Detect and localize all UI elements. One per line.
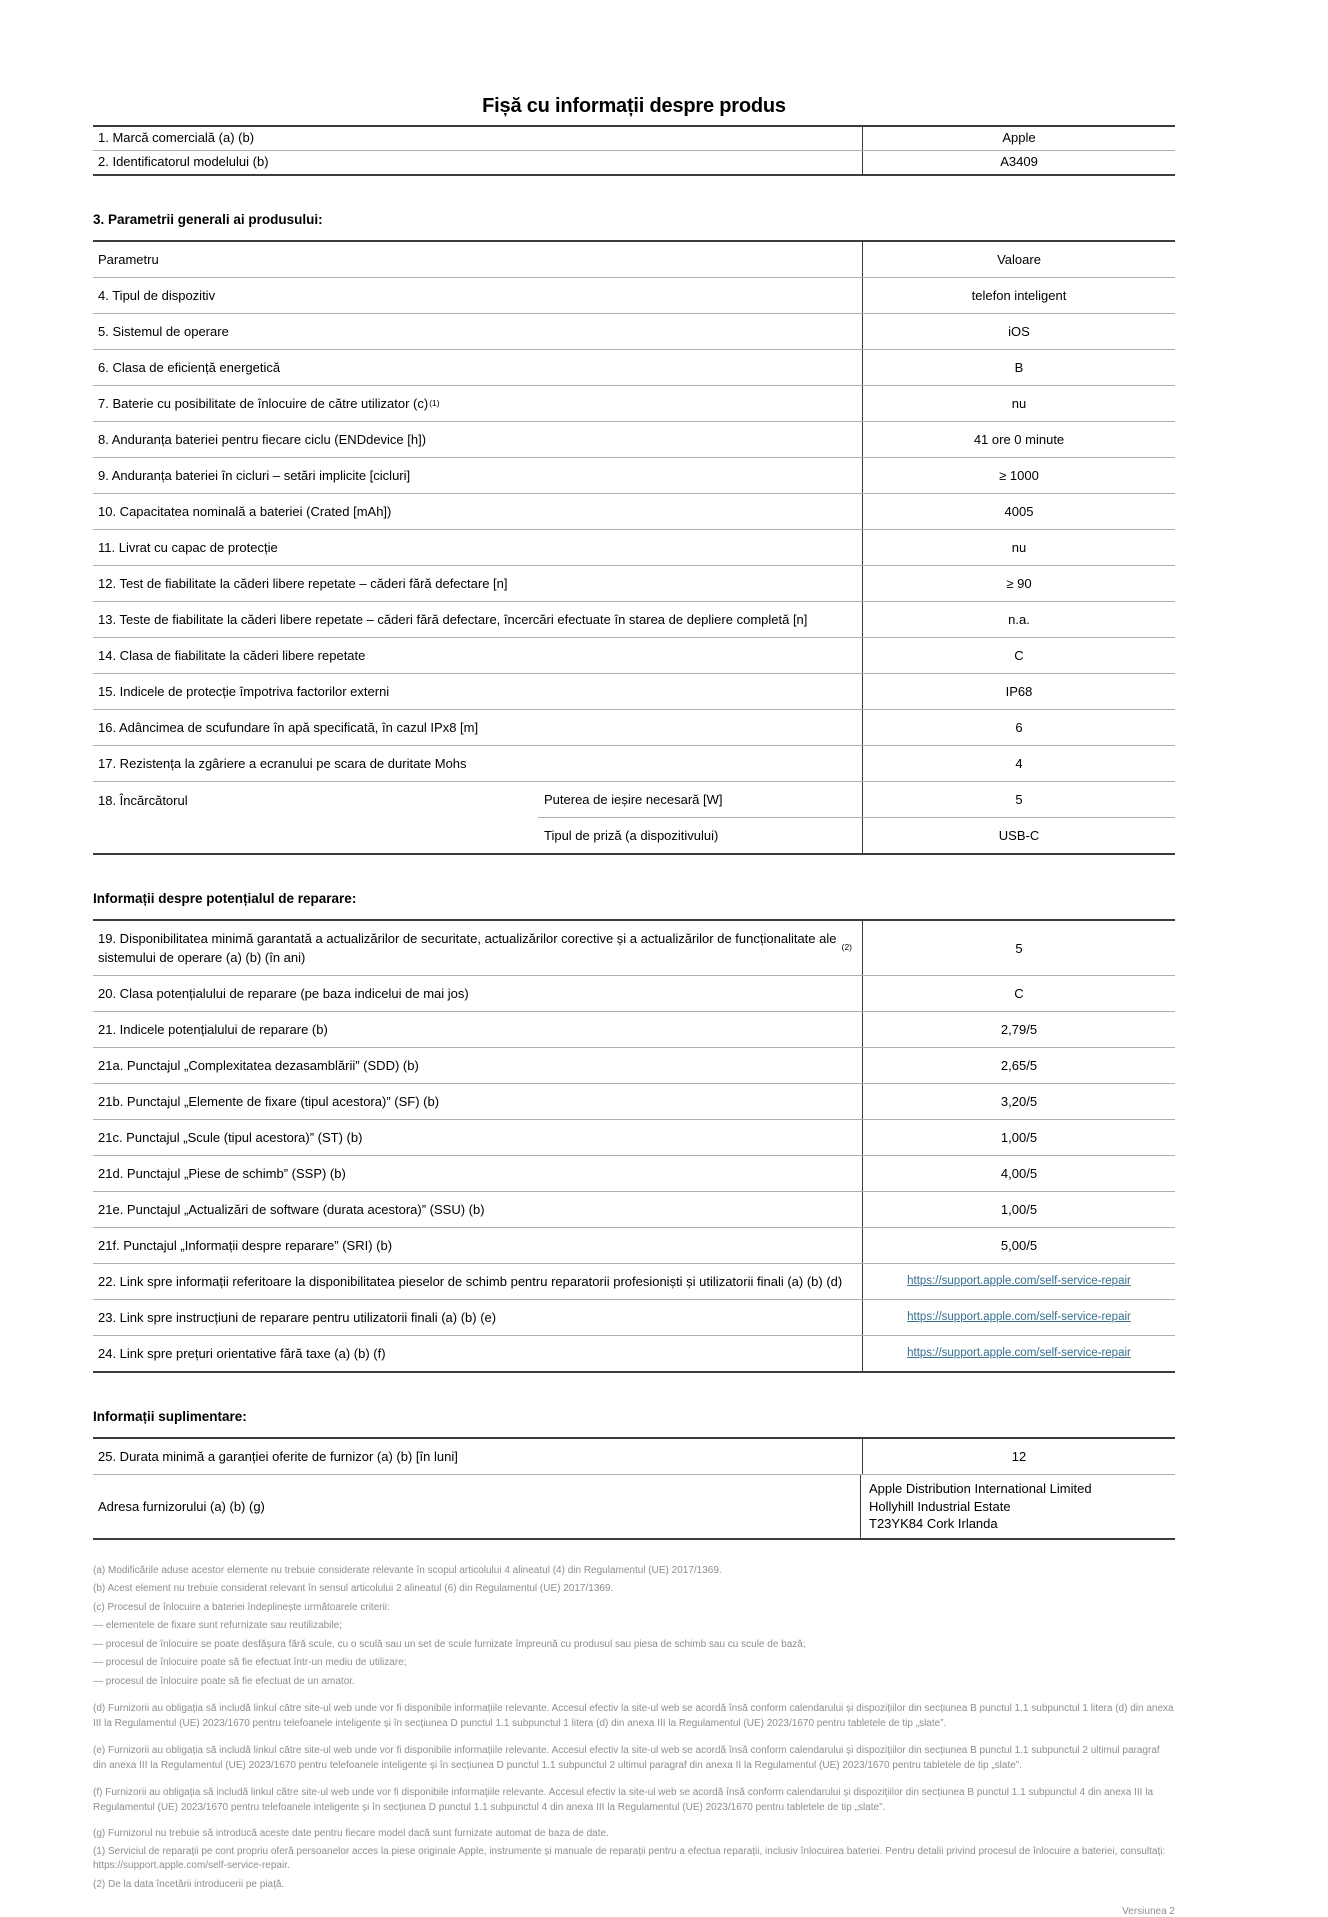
footnote-a: (a) Modificările aduse acestor elemente nu trebuie considerate relevante în scopul articolului 4 alineatul (4) din Regulamentul (UE) 2017/1369. (93, 1564, 722, 1576)
table-row (93, 127, 1175, 150)
supplier-address-lines (869, 1480, 1092, 1533)
row-value: IP68 (862, 674, 1175, 709)
row-value: A3409 (862, 151, 1175, 174)
table-row (93, 673, 1175, 709)
self-service-repair-link[interactable]: https://support.apple.com/self-service-repair (907, 1275, 1131, 1287)
row-label: 21e. Punctajul „Actualizări de software (durata acestora)” (SSU) (b) (98, 1202, 485, 1217)
footnote-c-criterion: — procesul de înlocuire poate să fie efectuat într-un mediu de utilizare; (93, 1657, 407, 1668)
row-label: 19. Disponibilitatea minimă garantată a actualizărilor de securitate, actualizărilor corective și a actualizărilor de funcționalitate ale sistemului de operare (a) (b) (în ani) $^{(2)}$ (98, 931, 852, 965)
row-label: 15. Indicele de protecție împotriva factorilor externi (98, 684, 390, 699)
footnote-c-criterion: — procesul de înlocuire poate să fie efectuat de un amator. (93, 1675, 355, 1687)
row-value: 1,00/5 (862, 1192, 1175, 1227)
row-value: iOS (862, 314, 1175, 349)
sub-row-value: USB-C (862, 818, 1175, 853)
row-label: 6. Clasa de eficiență energetică (98, 360, 281, 375)
table-row (93, 421, 1175, 457)
table-row (93, 1439, 1175, 1474)
row-label: 4. Tipul de dispozitiv (98, 288, 216, 303)
row-label-text: 19. Disponibilitatea minimă garantată a actualizărilor de securitate, actualizărilor corective și a actualizărilor de funcționalitate ale sistemului de operare (a) (b) (în ani) (98, 931, 837, 965)
row-label: 13. Teste de fiabilitate la căderi libere repetate – căderi fără defectare, încercări efectuate în starea de depliere completă [n] (98, 612, 808, 627)
document-content (93, 0, 1175, 1917)
table-row (93, 1191, 1175, 1227)
row-label: 25. Durata minimă a garanției oferite de furnizor (a) (b) [în luni] (98, 1449, 458, 1464)
row-value (862, 1264, 1175, 1299)
footnote-e: (e) Furnizorii au obligația să includă linkul către site-ul web unde vor fi disponibile informațiile relevante. Accesul efectiv la site-ul web se acordă însă conform calendarului și dispozițiilor din secțiunea B punctul 1.1 subpunctul 2 ultimul paragraf din anexa III la Regulamentul (UE) 2023/1670 pentru telefoanele inteligente și în secțiunea D punctul 1.1 subpunctul 2 ultimul paragraf din anexa II la Regulamentul (UE) 2023/1670 pentru tabletele de tip „slate”. (93, 1744, 1160, 1771)
table-row (93, 1011, 1175, 1047)
table-row (93, 150, 1175, 174)
section-heading-additional: Informații suplimentare: (93, 1409, 247, 1424)
row-value: 2,65/5 (862, 1048, 1175, 1083)
table-row (93, 1047, 1175, 1083)
row-value (862, 1336, 1175, 1371)
table-row (93, 601, 1175, 637)
footnote-c-criterion: — elementele de fixare sunt refurnizate sau reutilizabile; (93, 1620, 343, 1631)
footnote-d: (d) Furnizorii au obligația să includă linkul către site-ul web unde vor fi disponibile informațiile relevante. Accesul efectiv la site-ul web se acordă însă conform calendarului și dispozițiilor din secțiunea B punctul 1.1 subpunctul 1 litera (d) din anexa III la Regulamentul (UE) 2023/1670 pentru telefoanele inteligente și în secțiunea D punctul 1.1 subpunctul 1 litera (d) din anexa III la Regulamentul (UE) 2023/1670 pentru tabletele de tip „slate”. (93, 1702, 1174, 1729)
self-service-repair-link[interactable]: https://support.apple.com/self-service-repair (907, 1311, 1131, 1323)
general-parameters-table (93, 240, 1175, 855)
row-label: 17. Rezistența la zgâriere a ecranului pe scara de duritate Mohs (98, 756, 467, 771)
charger-sub-table (538, 782, 1175, 853)
table-row (93, 975, 1175, 1011)
row-label: 12. Test de fiabilitate la căderi libere repetate – căderi fără defectare [n] (98, 576, 508, 591)
sub-row-label: Tipul de priză (a dispozitivului) (544, 828, 719, 843)
table-row (93, 1119, 1175, 1155)
table-row-link (93, 1335, 1175, 1371)
row-label: 2. Identificatorul modelului (b) (98, 154, 269, 169)
self-service-repair-link[interactable]: https://support.apple.com/self-service-repair (907, 1347, 1131, 1359)
row-value: 5,00/5 (862, 1228, 1175, 1263)
row-label: 16. Adâncimea de scufundare în apă specificată, în cazul IPx8 [m] (98, 720, 479, 735)
row-value: 3,20/5 (862, 1084, 1175, 1119)
page-title: Fișă cu informații despre produs (482, 95, 786, 117)
table-row (93, 277, 1175, 313)
row-label: 21c. Punctajul „Scule (tipul acestora)” (ST) (b) (98, 1130, 363, 1145)
row-label: 23. Link spre instrucțiuni de reparare pentru utilizatorii finali (a) (b) (e) (98, 1310, 497, 1325)
table-row (93, 457, 1175, 493)
charger-sub-row (538, 782, 1175, 817)
version-label: Versiunea 2 (1122, 1905, 1175, 1917)
repair-table (93, 919, 1175, 1373)
row-label: 10. Capacitatea nominală a bateriei (Crated [mAh]) (98, 504, 392, 519)
section-heading-repair: Informații despre potențialul de reparare: (93, 891, 357, 906)
additional-info-table (93, 1437, 1175, 1540)
row-value: 12 (862, 1439, 1175, 1474)
sub-row-value: 5 (862, 782, 1175, 817)
row-label: 8. Anduranța bateriei pentru fiecare ciclu (ENDdevice [h]) (98, 432, 427, 447)
row-value: 5 (862, 921, 1175, 975)
row-value: 1,00/5 (862, 1120, 1175, 1155)
row-label: Adresa furnizorului (a) (b) (g) (98, 1498, 265, 1514)
row-label: 21b. Punctajul „Elemente de fixare (tipul acestora)” (SF) (b) (98, 1094, 440, 1109)
table-row (93, 1227, 1175, 1263)
row-value: ≥ 1000 (862, 458, 1175, 493)
row-label: 18. Încărcătorul (98, 793, 188, 808)
row-value: C (862, 638, 1175, 673)
table-row (93, 349, 1175, 385)
footnote-b: (b) Acest element nu trebuie considerat relevant în sensul articolului 2 alineatul (6) din Regulamentul (UE) 2017/1369. (93, 1583, 614, 1594)
table-row (93, 313, 1175, 349)
id-table (93, 125, 1175, 176)
row-value: ≥ 90 (862, 566, 1175, 601)
row-value: 4,00/5 (862, 1156, 1175, 1191)
footnote-c: (c) Procesul de înlocuire a bateriei îndeplinește următoarele criterii: (93, 1601, 390, 1613)
row-value: Apple (862, 127, 1175, 150)
row-label-text: 7. Baterie cu posibilitate de înlocuire de către utilizator (c) (98, 396, 429, 411)
row-value: B (862, 350, 1175, 385)
charger-row (93, 781, 1175, 853)
table-row (93, 745, 1175, 781)
row-label: 20. Clasa potențialului de reparare (pe baza indicelui de mai jos) (98, 986, 469, 1001)
row-label: 21a. Punctajul „Complexitatea dezasamblării” (SDD) (b) (98, 1058, 419, 1073)
row-label: 21d. Punctajul „Piese de schimb” (SSP) (b) (98, 1166, 346, 1181)
address-line: Hollyhill Industrial Estate (869, 1498, 1011, 1514)
footnote-c-criterion: — procesul de înlocuire se poate desfășura fără scule, cu o sculă sau un set de scule furnizate împreună cu produsul sau piesa de schimb sau cu scule de bază; (93, 1638, 806, 1650)
table-header-row (93, 242, 1175, 277)
row-label: 22. Link spre informații referitoare la disponibilitatea pieselor de schimb pentru reparatorii profesioniști și utilizatorii finali (a) (b) (d) (98, 1274, 843, 1289)
row-label: 21f. Punctajul „Informații despre reparare” (SRI) (b) (98, 1238, 393, 1253)
footnote-1: (1) Serviciul de reparații pe cont propriu oferă persoanelor acces la piese originale Apple, instrumente și manuale de reparații pentru a efectua reparații, inclusiv înlocuirea bateriei. Pentru detalii privind procesul de înlocuire a bateriei, consultați: https://support.apple.com/self-service-repair. (93, 1846, 1166, 1871)
row-label: 21. Indicele potențialului de reparare (b) (98, 1022, 328, 1037)
table-row (93, 385, 1175, 421)
row-value: telefon inteligent (862, 278, 1175, 313)
footnote-2: (2) De la data încetării introducerii pe piață. (93, 1878, 285, 1890)
table-row (93, 529, 1175, 565)
row-label: 5. Sistemul de operare (98, 324, 229, 339)
footnote-f: (f) Furnizorii au obligația să includă linkul către site-ul web unde vor fi disponibile informațiile relevante. Accesul efectiv la site-ul web se acordă însă conform calendarului și dispozițiilor din secțiunea B punctul 1.1 subpunctul 4 din anexa III la Regulamentul (UE) 2023/1670 pentru telefoanele inteligente și în secțiunea D punctul 1.1 subpunctul 4 din anexa III la Regulamentul (UE) 2023/1670 pentru tabletele de tip „slate”. (93, 1786, 1154, 1813)
address-line: Apple Distribution International Limited (869, 1481, 1092, 1496)
row-label: 11. Livrat cu capac de protecție (98, 540, 278, 555)
supplier-address (860, 1475, 1175, 1538)
table-row-link (93, 1299, 1175, 1335)
row-label: 24. Link spre prețuri orientative fără taxe (a) (b) (f) (98, 1346, 386, 1361)
address-line: T23YK84 Cork Irlanda (869, 1516, 998, 1531)
table-row (93, 1083, 1175, 1119)
row-label: 14. Clasa de fiabilitate la căderi libere repetate (98, 648, 366, 663)
table-row (93, 565, 1175, 601)
footnotes (93, 1564, 1175, 1892)
table-row-link (93, 1263, 1175, 1299)
row-label: 9. Anduranța bateriei în cicluri – setări implicite [cicluri] (98, 468, 411, 483)
row-value: 4 (862, 746, 1175, 781)
row-value: C (862, 976, 1175, 1011)
row-value: n.a. (862, 602, 1175, 637)
footnote-g: (g) Furnizorul nu trebuie să introducă aceste date pentru fiecare model dacă sunt furnizate automat de baza de date. (93, 1827, 609, 1839)
supplier-address-row (93, 1474, 1175, 1538)
row-value: 41 ore 0 minute (862, 422, 1175, 457)
column-header-valoare: Valoare (862, 242, 1175, 277)
section-heading-general-parameters: 3. Parametrii generali ai produsului: (93, 212, 323, 227)
table-row (93, 921, 1175, 975)
row-value: nu (862, 386, 1175, 421)
row-label: 7. Baterie cu posibilitate de înlocuire de către utilizator (c) $^{(1)}$ (98, 396, 440, 411)
row-label: 1. Marcă comercială (a) (b) (98, 130, 255, 145)
row-value: 2,79/5 (862, 1012, 1175, 1047)
table-row (93, 493, 1175, 529)
column-header-parametru: Parametru (98, 252, 159, 267)
sub-row-label: Puterea de ieșire necesară [W] (544, 792, 723, 807)
table-row (93, 637, 1175, 673)
row-value: 6 (862, 710, 1175, 745)
table-row (93, 709, 1175, 745)
charger-sub-row (538, 817, 1175, 853)
row-value: nu (862, 530, 1175, 565)
row-value (862, 1300, 1175, 1335)
row-value: 4005 (862, 494, 1175, 529)
table-row (93, 1155, 1175, 1191)
